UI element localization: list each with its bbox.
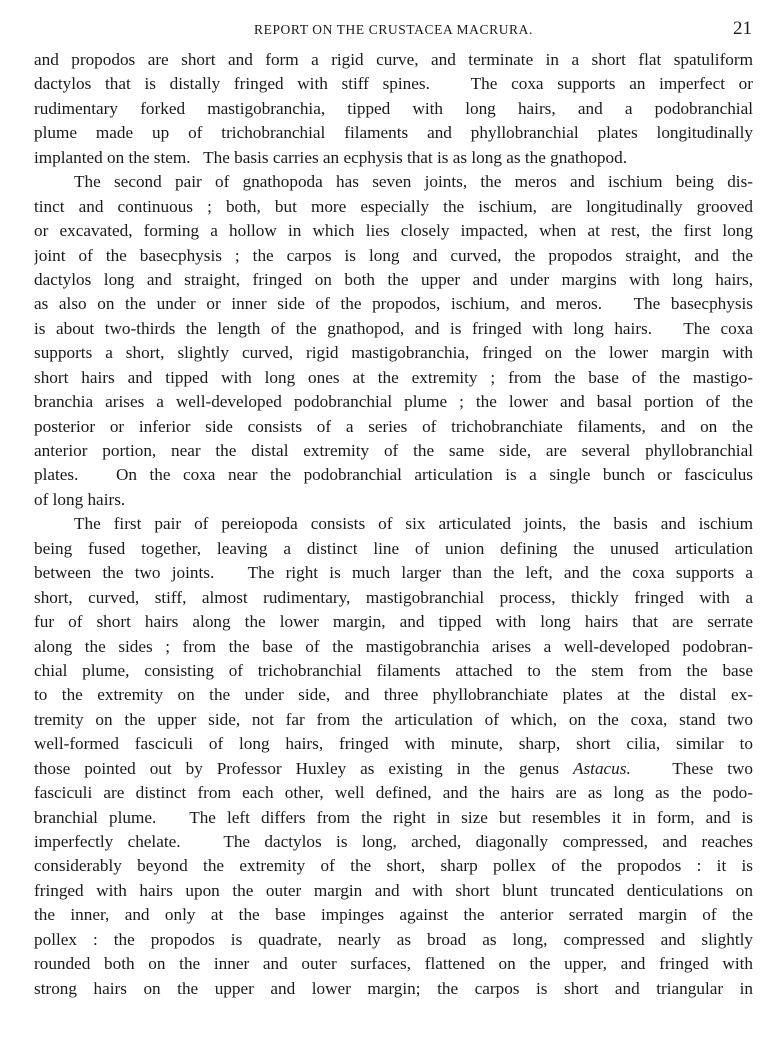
text-line: pollex : the propodos is quadrate, nearly as broad as long, compressed and slightly xyxy=(34,929,753,949)
text-line: tremity on the upper side, not far from the articulation of which, on the coxa, stand two xyxy=(34,709,753,729)
text-run: These two xyxy=(630,758,753,778)
text-line: is about two-thirds the length of the gnathopod, and is fringed with long hairs. The coxa xyxy=(34,318,753,338)
text-line: short hairs and tipped with long ones at the extremity ; from the base of the mastigo- xyxy=(34,367,753,387)
paragraph xyxy=(34,512,753,1001)
text-line: plume made up of trichobranchial filaments and phyllobranchial plates longitudinally xyxy=(34,123,753,143)
text-line: as also on the under or inner side of the propodos, ischium, and meros. The basecphysis xyxy=(34,294,753,314)
text-line: tinct and continuous ; both, but more especially the ischium, are longitudinally grooved xyxy=(34,196,753,216)
text-line: dactylos long and straight, fringed on both the upper and under margins with long hairs, xyxy=(34,269,753,289)
text-line: being fused together, leaving a distinct line of union defining the unused articulation xyxy=(34,538,753,558)
text-line: well-formed fasciculi of long hairs, fringed with minute, sharp, short cilia, similar to xyxy=(34,734,753,754)
text-line: chial plume, consisting of trichobranchial filaments attached to the stem from the base xyxy=(34,660,753,680)
genus-name-italic: Astacus. xyxy=(572,758,631,778)
text-line: plates. On the coxa near the podobranchial articulation is a single bunch or fasciculus xyxy=(34,465,753,485)
text-line: considerably beyond the extremity of the short, sharp pollex of the propodos : it is xyxy=(34,856,753,876)
text-line: The first pair of pereiopoda consists of six articulated joints, the basis and ischium xyxy=(74,514,753,534)
text-line: posterior or inferior side consists of a series of trichobranchiate filaments, and on the xyxy=(34,416,753,436)
text-line: supports a short, slightly curved, rigid mastigobranchia, fringed on the lower margin with xyxy=(34,343,753,363)
text-line: strong hairs on the upper and lower margin; the carpos is short and triangular in xyxy=(34,978,753,998)
text-line: rounded both on the inner and outer surfaces, flattened on the upper, and fringed with xyxy=(34,954,753,974)
text-line: anterior portion, near the distal extremity of the same side, are several phyllobranchial xyxy=(34,441,753,460)
text-run: those pointed out by Professor Huxley as existing in the genus xyxy=(34,758,573,778)
text-line: or excavated, forming a hollow in which lies closely impacted, when at rest, the first long xyxy=(34,221,753,241)
text-line: fasciculi are distinct from each other, well defined, and the hairs are as long as the podo- xyxy=(34,783,753,803)
text-line: to the extremity on the under side, and three phyllobranchiate plates at the distal ex- xyxy=(34,685,753,705)
paragraph xyxy=(34,48,753,170)
text-line: fur of short hairs along the lower margin, and tipped with long hairs that are serrate xyxy=(34,612,753,632)
page-number: 21 xyxy=(733,18,752,39)
text-line: implanted on the stem. The basis carries an ecphysis that is as long as the gnathopod. xyxy=(34,147,628,167)
text-line: between the two joints. The right is much larger than the left, and the coxa supports a xyxy=(34,563,753,583)
text-line: fringed with hairs upon the outer margin and with short blunt truncated denticulations on xyxy=(34,880,753,900)
text-line: and propodos are short and form a rigid curve, and terminate in a short flat spatuliform xyxy=(34,50,753,69)
text-line: of long hairs. xyxy=(34,489,126,509)
paragraph xyxy=(34,170,753,512)
text-line: branchial plume. The left differs from the right in size but resembles it in form, and is xyxy=(34,807,753,827)
text-line: dactylos that is distally fringed with stiff spines. The coxa supports an imperfect or xyxy=(34,74,753,94)
text-line: joint of the basecphysis ; the carpos is long and curved, the propodos straight, and the xyxy=(34,245,753,265)
text-line: imperfectly chelate. The dactylos is long, arched, diagonally compressed, and reaches xyxy=(34,832,753,851)
text-line: branchia arises a well-developed podobranchial plume ; the lower and basal portion of the xyxy=(34,392,753,412)
text-line: The second pair of gnathopoda has seven joints, the meros and ischium being dis- xyxy=(74,172,753,192)
body-text xyxy=(34,48,753,1001)
text-line: short, curved, stiff, almost rudimentary, mastigobranchial process, thickly fringed with a xyxy=(34,587,753,607)
running-title: REPORT ON THE CRUSTACEA MACRURA. xyxy=(254,22,533,37)
text-line: the inner, and only at the base impinges against the anterior serrated margin of the xyxy=(34,905,753,925)
running-header xyxy=(35,18,752,42)
text-line: along the sides ; from the base of the mastigobranchia arises a well-developed podobran- xyxy=(34,636,753,656)
text-line: rudimentary forked mastigobranchia, tipped with long hairs, and a podobranchial xyxy=(34,98,753,118)
text-line xyxy=(34,757,753,781)
